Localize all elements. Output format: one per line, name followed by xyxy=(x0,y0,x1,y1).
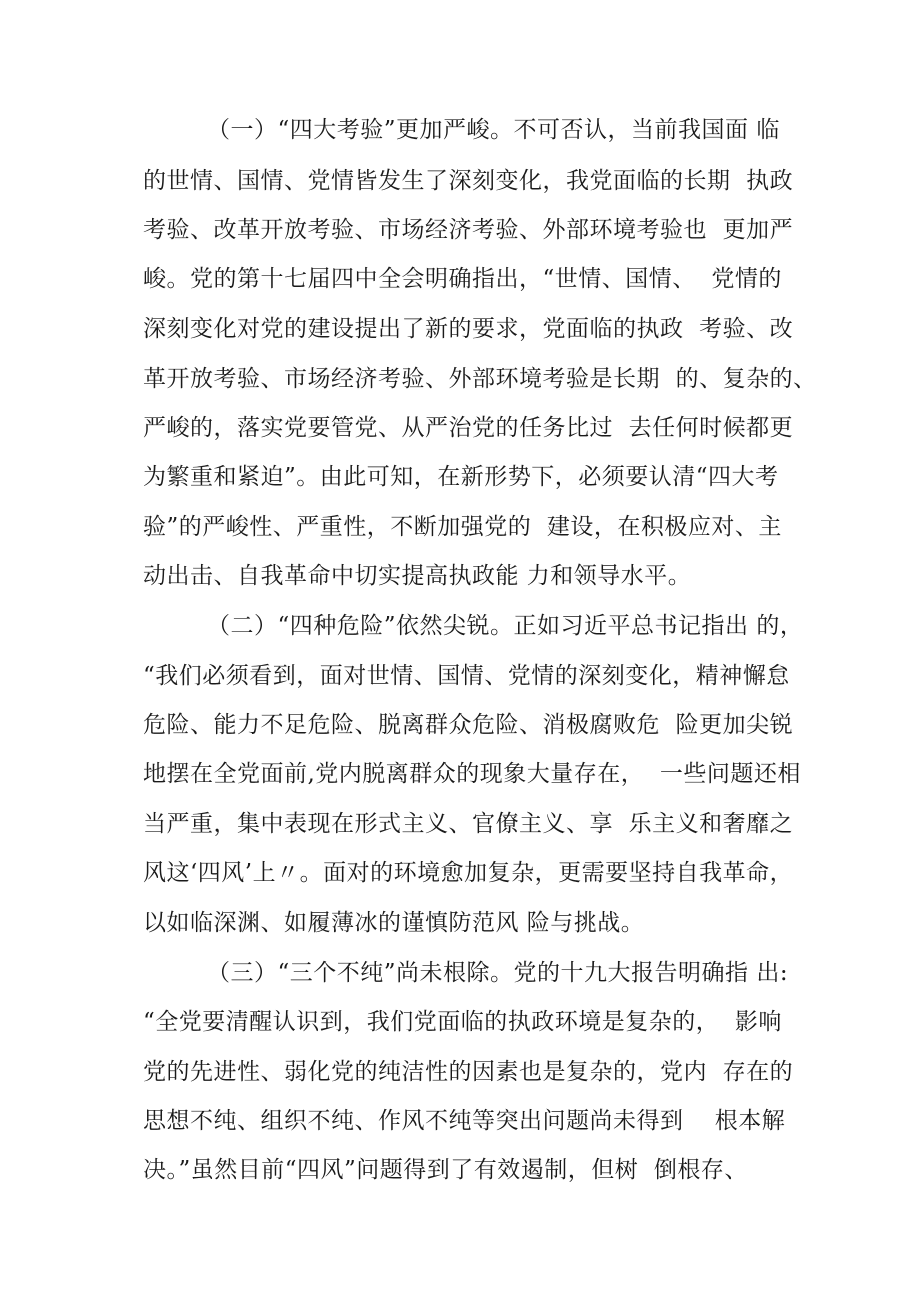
text-line: 为繁重和紧迫”。由此可知，在新形势下，必须要认清“四大考 xyxy=(143,464,779,490)
text-line: 当严重，集中表现在形式主义、官僚主义、享 乐主义和奢靡之 xyxy=(143,811,794,837)
text-line: “我们必须看到，面对世情、国情、党情的深刻变化，精神懈怠 xyxy=(143,663,790,689)
text-line: （一）“四大考验”更加严峻。不可否认，当前我国面 临 xyxy=(207,117,780,143)
text-line: 严峻的，落实党要管党、从严治党的任务比过 去任何时候都更 xyxy=(143,415,794,441)
text-line: 考验、改革开放考验、市场经济考验、外部环境考验也 更加严 xyxy=(143,217,794,243)
text-line: （二）“四种危险”依然尖锐。正如习近平总书记指出 的， xyxy=(207,613,804,639)
text-line: 风这‘四风’上〃。面对的环境愈加复杂，更需要坚持自我革命， xyxy=(143,860,794,886)
text-line: 深刻变化对党的建设提出了新的要求，党面临的执政 考验、改 xyxy=(143,316,794,342)
text-line: 决。”虽然目前“四风”问题得到了有效遏制，但树 倒根存、 xyxy=(143,1157,748,1183)
text-line: 的世情、国情、党情皆发生了深刻变化，我党面临的长期 执政 xyxy=(143,168,794,194)
text-line: 验”的严峻性、严重性，不断加强党的 建设，在积极应对、主 xyxy=(143,514,782,540)
text-line: 以如临深渊、如履薄冰的谨慎防范风 险与挑战。 xyxy=(143,910,645,936)
text-line: （三）“三个不纯”尚未根除。党的十九大报告明确指 出: xyxy=(207,960,789,986)
text-line: 革开放考验、市场经济考验、外部环境考验是长期 的、复杂的、 xyxy=(143,366,817,392)
text-line: 动出击、自我革命中切实提高执政能 力和领导水平。 xyxy=(143,563,692,589)
text-line: 危险、能力不足危险、脱离群众危险、消极腐败危 险更加尖锐 xyxy=(143,712,794,738)
text-line: 峻。党的第十七届四中全会明确指出，“世情、国情、 党情的 xyxy=(143,266,782,292)
text-line: 思想不纯、组织不纯、作风不纯等突出问题尚未得到 根本解 xyxy=(143,1108,786,1134)
text-line: “全党要清醒认识到，我们党面临的执政环境是复杂的， 影响 xyxy=(143,1009,782,1035)
text-line: 党的先进性、弱化党的纯洁性的因素也是复杂的，党内 存在的 xyxy=(143,1059,794,1085)
text-line: 地摆在全党面前,党内脱离群众的现象大量存在， 一些问题还相 xyxy=(143,761,801,787)
